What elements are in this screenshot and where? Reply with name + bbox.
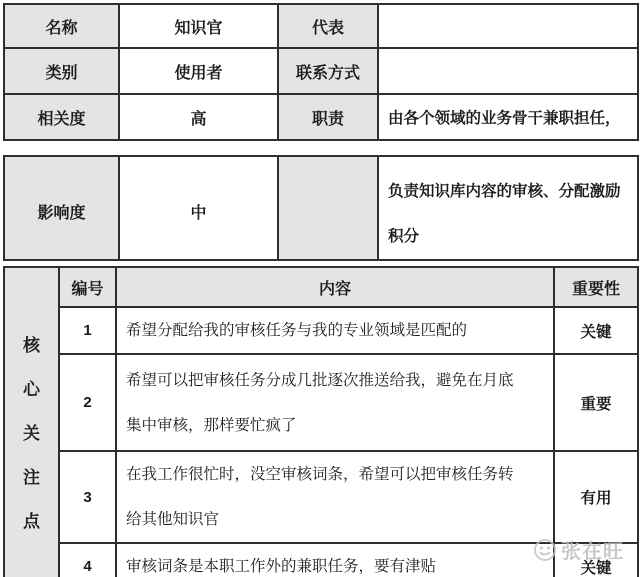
concern-no: 2 xyxy=(59,354,116,451)
concern-row xyxy=(4,543,638,577)
table-row xyxy=(4,4,638,48)
impact-spacer-cell xyxy=(278,156,378,260)
representative-value xyxy=(378,4,638,48)
contact-label: 联系方式 xyxy=(278,48,378,94)
column-header-no: 编号 xyxy=(59,267,116,307)
relevance-label: 相关度 xyxy=(4,94,119,140)
concern-importance: 关键 xyxy=(554,543,638,577)
duty-label: 职责 xyxy=(278,94,378,140)
relevance-value: 高 xyxy=(119,94,278,140)
representative-label: 代表 xyxy=(278,4,378,48)
impact-table xyxy=(3,155,639,261)
concern-row xyxy=(4,307,638,354)
name-value: 知识官 xyxy=(119,4,278,48)
column-header-content: 内容 xyxy=(116,267,554,307)
category-label: 类别 xyxy=(4,48,119,94)
duty-description: 负责知识库内容的审核、分配激励积分 xyxy=(378,156,638,260)
table-row xyxy=(4,156,638,260)
table-row xyxy=(4,48,638,94)
contact-value xyxy=(378,48,638,94)
concern-content: 审核词条是本职工作外的兼职任务，要有津贴 xyxy=(116,543,554,577)
concern-row xyxy=(4,451,638,543)
impact-value: 中 xyxy=(119,156,278,260)
basic-info-table xyxy=(3,3,639,141)
column-header-importance: 重要性 xyxy=(554,267,638,307)
name-label: 名称 xyxy=(4,4,119,48)
concern-content: 希望可以把审核任务分成几批逐次推送给我，避免在月底集中审核，那样要忙疯了 xyxy=(116,354,554,451)
core-concerns-side-label-cell xyxy=(4,267,59,577)
concern-no: 3 xyxy=(59,451,116,543)
table-row xyxy=(4,94,638,140)
concerns-header-row xyxy=(4,267,638,307)
concern-importance: 有用 xyxy=(554,451,638,543)
concern-importance: 关键 xyxy=(554,307,638,354)
duty-value: 由各个领域的业务骨干兼职担任， xyxy=(378,94,638,140)
core-concerns-side-label: 核心关注点 xyxy=(23,335,40,531)
impact-label: 影响度 xyxy=(4,156,119,260)
watermark-text: 张在旺 xyxy=(561,541,624,563)
concern-no: 1 xyxy=(59,307,116,354)
concern-content: 希望分配给我的审核任务与我的专业领域是匹配的 xyxy=(116,307,554,354)
concern-content: 在我工作很忙时，没空审核词条，希望可以把审核任务转给其他知识官 xyxy=(116,451,554,543)
concern-importance: 重要 xyxy=(554,354,638,451)
category-value: 使用者 xyxy=(119,48,278,94)
core-concerns-table xyxy=(3,266,639,577)
concern-row xyxy=(4,354,638,451)
concern-no: 4 xyxy=(59,543,116,577)
